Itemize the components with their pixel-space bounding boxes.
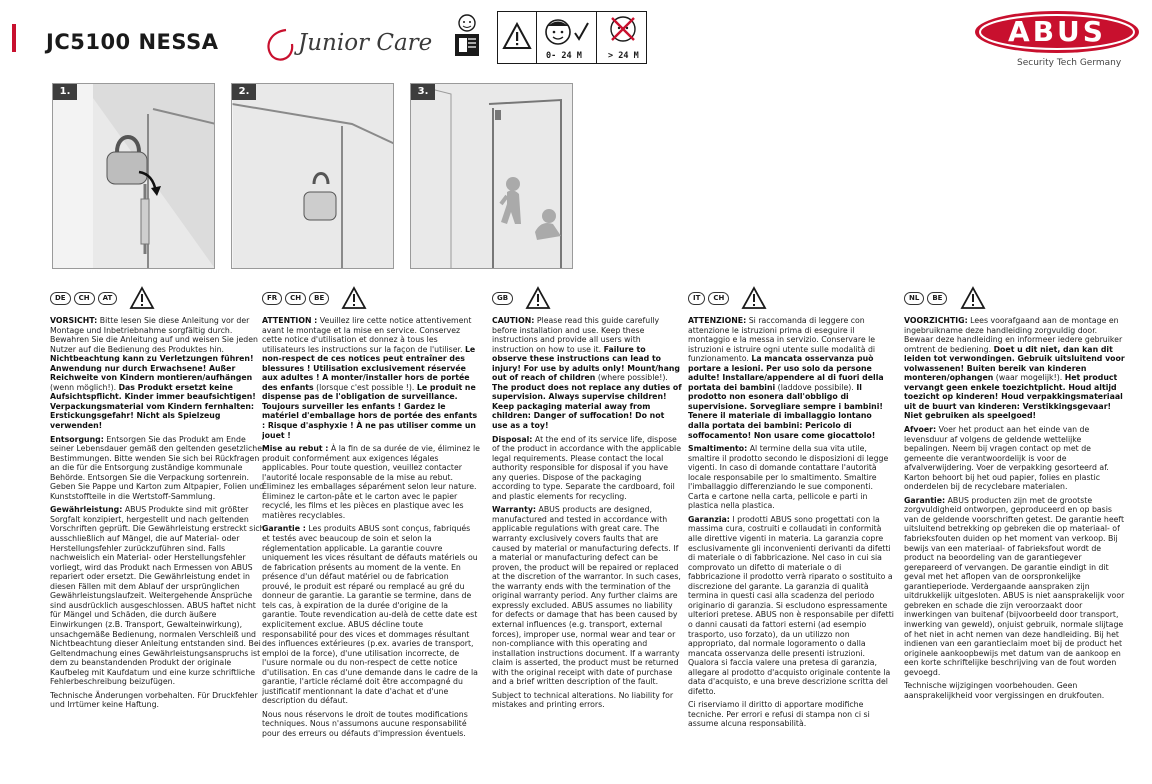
disposal-paragraph: Disposal: At the end of its service life, dispose of the product in accordance with the applicable legal requirements. Please contact the local authority responsible for disposal if you have any queries. Dispose of the packaging according to type. Separate the cardboard, foil and plastic elements for recycling. <box>492 434 682 501</box>
brand-name: Junior Care <box>298 30 433 56</box>
warning-triangle-icon <box>960 286 986 310</box>
country-badge: NL <box>904 292 924 305</box>
step-number-badge: 3. <box>411 84 435 100</box>
country-badge: BE <box>309 292 329 305</box>
step-number-badge: 1. <box>53 84 77 100</box>
illustration-step-3 <box>410 83 573 269</box>
lang-badges-nl <box>904 286 986 312</box>
country-badge: DE <box>50 292 71 305</box>
lang-badges-fr <box>262 286 367 312</box>
warning-triangle-icon <box>525 286 551 310</box>
accent-bar <box>12 24 16 52</box>
country-badge: GB <box>492 292 513 305</box>
country-badge: CH <box>74 292 95 305</box>
warning-triangle-icon <box>341 286 367 310</box>
child-prohibited-icon <box>608 14 638 46</box>
country-badge: CH <box>708 292 729 305</box>
abus-logo <box>973 9 1141 55</box>
footer-note: Subject to technical alterations. No liability for mistakes and printing errors. <box>492 690 674 710</box>
caution-paragraph: ATTENTION : Veuillez lire cette notice attentivement avant le montage et la mise en service. Conservez cette notice d'utilisation et donnez à tous les utilisateurs les instructions sur la façon de l'utiliser. Le non-respect de ces notices peut entraîner des blessures ! Utilisation exclusivement réservée aux adultes ! A monter/installer hors de portée des enfants (lorsque c'est possible !). Le produit ne dispense pas de l'obligation de surveillance. Toujours surveiller les enfants ! Gardez le matériel d'emballage hors de portée des enfants : Risque d'asphyxie ! À ne pas utiliser comme un jouet ! <box>262 316 478 440</box>
illustration-step-1 <box>52 83 215 269</box>
disposal-paragraph: Mise au rebut : À la fin de sa durée de vie, éliminez le produit conformément aux exigences légales applicables. Pour toute question, veuillez contacter l'autorité locale responsable de la mise au rebut. Éliminez les emballages séparément selon leur nature. Éliminez le carton-pâte et le carton avec le papier recyclé, les films et les pièces en plastique avec les matières recyclables. <box>262 444 480 520</box>
lang-badges-it <box>688 286 767 312</box>
child-allowed-icon <box>542 15 592 49</box>
footer-note: Technische wijzigingen voorbehouden. Geen aansprakelijkheid voor vergissingen en drukfouten. <box>904 681 1105 700</box>
disposal-paragraph: Entsorgung: Entsorgen Sie das Produkt am Ende seiner Lebensdauer gemäß den geltenden gesetzlichen Bestimmungen. Bitte wenden Sie sich bei Rückfragen an die für die Entsorgung zuständige kommunale Behörde. Entsorgen Sie die Verpackung sortenrein. Geben Sie Pappe und Karton zum Altpapier, Folien und Kunststoffteile in die Wertstoff-Sammlung. <box>50 434 267 501</box>
footer-note: Ci riserviamo il diritto di apportare modifiche tecniche. Per errori e refusi di stampa non ci si assume alcuna responsabilità. <box>688 700 870 729</box>
warranty-paragraph: Garantie : Les produits ABUS sont conçus, fabriqués et testés avec beaucoup de soin et selon la réglementation applicable. La garantie couvre uniquement les vices résultant de défauts matériels ou de fabrication présents au moment de la vente. En présence d'un défaut matériel ou de fabrication prouvé, le produit est réparé ou remplacé au gré du donneur de garantie. La garantie se termine, dans de tels cas, à expiration de la durée d'origine de la garantie. Toute revendication au-delà de cette date est explicitement exclue. ABUS décline toute responsabilité pour des vices et dommages résultant des influences extérieures (p.ex. avaries de transport, emploi de la force), d'une utilisation incorrecte, de l'usure normale ou du non-respect de cette notice d'utilisation. En cas d'une demande dans le cadre de la garantie, l'article réclamé doit être accompagné du justificatif mentionnant la date d'achat et d'une description du défaut. <box>262 524 478 706</box>
product-model-title: JC5100 NESSA <box>46 30 219 54</box>
country-badge: IT <box>688 292 705 305</box>
warranty-paragraph: Gewährleistung: ABUS Produkte sind mit größter Sorgfalt konzipiert, hergestellt und nach geltenden Vorschriften geprüft. Die Gewährleistung erstreckt sich ausschließlich auf Mängel, die auf Material- oder Herstellungsfehler zurückzuführen sind. Falls nachweislich ein Material- oder Herstellungsfehler vorliegt, wird das Produkt nach Ermessen von ABUS repariert oder ersetzt. Die Gewährleistung endet in diesen Fällen mit dem Ablauf der ursprünglichen Gewährleistungslaufzeit. Weitergehende Ansprüche sind ausdrücklich ausgeschlossen. ABUS haftet nicht für Mängel und Schäden, die durch äußere Einwirkungen (z.B. Transport, Gewalteinwirkung), unsachgemäße Bedienung, normalen Verschleiß und Nichtbeachtung dieser Anleitung entstanden sind. Bei Geltendmachung eines Gewährleistungsanspruchs ist dem zu beanstandenden Produkt der originale Kaufbeleg mit Kaufdatum und eine kurze schriftliche Fehlerbeschreibung beizufügen. <box>50 505 265 687</box>
disposal-paragraph: Afvoer: Voer het product aan het einde van de levensduur af volgens de geldende wettelijke bepalingen. Neem bij vragen contact op met de gemeente die verantwoordelijk is voor de afvalverwijdering. Voer de verpakking gesorteerd af. Karton behoort bij het oud papier, folies en plastic onderdelen bij de recyclebare materialen. <box>904 425 1109 492</box>
text-column-it <box>688 316 894 778</box>
age-warning-box <box>497 11 647 64</box>
illustration-step-2 <box>231 83 394 269</box>
warning-triangle-icon <box>502 22 532 50</box>
caution-paragraph: ATTENZIONE: Si raccomanda di leggere con attenzione le istruzioni prima di eseguire il montaggio e la messa in servizio. Conservare le istruzioni e istruire ogni utente sulle modalità di funzionamento. La mancata osservanza può portare a lesioni. Per uso solo da persone adulte! Installare/appendere al di fuori della portata dei bambini (laddove possibile). Il prodotto non esonera dall'obbligo di supervisione. Sorvegliare sempre i bambini! Tenere il materiale di imballaggio lontano dalla portata dei bambini: Pericolo di soffocamento! Non usare come giocattolo! <box>688 316 884 440</box>
caution-paragraph: VORSICHT: Bitte lesen Sie diese Anleitung vor der Montage und Inbetriebnahme sorgfältig durch. Bewahren Sie die Anleitung auf und weisen Sie jeden Nutzer auf die Bedienung des Produktes hin. Nichtbeachtung kann zu Verletzungen führen! Anwendung nur durch Erwachsene! Außer Reichweite von Kindern montieren/aufhängen (wenn möglich!). Das Produkt ersetzt keine Aufsichtspflicht. Kinder immer beaufsichtigen! Verpackungsmaterial vom Kindern fernhalten: Erstickungsgefahr! Nicht als Spielzeug verwenden! <box>50 316 258 431</box>
age-over-label: > 24 M <box>608 51 639 61</box>
footer-note: Technische Änderungen vorbehalten. Für Druckfehler und Irrtümer keine Haftung. <box>50 690 258 710</box>
caution-paragraph: VOORZICHTIG: Lees voorafgaand aan de montage en ingebruikname deze handleiding zorgvuldig door. Bewaar deze handleiding en informeer iedere gebruiker omtrent de bediening. Doet u dit niet, dan kan dit leiden tot verwondingen. Gebruik uitsluitend voor volwassenen! Buiten bereik van kinderen monteren/ophangen (waar mogelijk!). Het product vervangt geen enkele toezichtplicht. Houd altijd toezicht op kinderen! Houd verpakkingsmateriaal uit de buurt van kinderen: Verstikkingsgevaar! Niet gebruiken als speelgoed! <box>904 316 1125 421</box>
warranty-paragraph: Warranty: ABUS products are designed, manufactured and tested in accordance with applicable regulations with great care. The warranty exclusively covers faults that are caused by material or manufacturing defects. If a material or manufacturing defect can be proven, the product will be repaired or replaced at the discretion of the warrantor. In such cases, the warranty ends with the termination of the original warranty period. Any further claims are expressly excluded. ABUS assumes no liability for defects or damage that has been caused by external influences (e.g. transport, external forces), improper use, normal wear and tear or non-compliance with this operating and installation instructions document. If a warranty claim is asserted, the product must be returned with the original receipt with date of purchase and a brief written description of the fault. <box>492 505 681 687</box>
country-badge: FR <box>262 292 282 305</box>
country-badge: BE <box>927 292 947 305</box>
abus-logo-text: ABUS <box>1008 15 1106 48</box>
company-tagline: Security Tech Germany <box>1017 58 1122 68</box>
footer-note: Nous nous réservons le droit de toutes modifications techniques. Nous n'assumons aucune responsabilité pour des erreurs ou défauts d'impression éventuels. <box>262 709 468 738</box>
warranty-paragraph: Garantie: ABUS producten zijn met de grootste zorgvuldigheid ontworpen, geproduceerd en op basis van de geldende voorschriften getest. De garantie heeft uitsluitend betrekking op gebreken die op materiaal- of fabrieksfouten duiden op het moment van verkoop. Bij bewijs van een materiaal- of fabrieksfout wordt de product na beoordeling van de garantiegever gerepareerd of vervangen. De garantie eindigt in dit geval met het aflopen van de oorspronkelijke garantieperiode. Verdergaande aanspraken zijn uitdrukkelijk uitgesloten. ABUS is niet aansprakelijk voor gebreken en schade die zijn veroorzaakt door inwerkingen van buitenaf (bijvoorbeeld door transport, inwerking van geweld), onjuist gebruik, normale slijtage of het niet in acht nemen van deze handleiding. Bij het indienen van een garantieclaim moet bij de product het originele aankoopbewijs met datum van de aankoop en een korte schriftelijke beschrijving van de fout worden gevoegd. <box>904 495 1125 677</box>
text-column-de <box>50 316 268 778</box>
warning-triangle-icon <box>129 286 155 310</box>
caution-paragraph: CAUTION: Please read this guide carefully before installation and use. Keep these instructions and provide all users with instruction on how to use it. Failure to observe these instructions can lead to injury! For use by adults only! Mount/hang out of reach of children (where possible!). The product does not replace any duties of supervision. Always supervise children! Keep packaging material away from children: Danger of suffocation! Do not use as a toy! <box>492 316 682 431</box>
junior-care-logo <box>262 20 434 66</box>
lang-badges-gb <box>492 286 551 312</box>
text-column-nl <box>904 316 1126 778</box>
read-manual-icon <box>452 14 482 64</box>
country-badge: AT <box>98 292 118 305</box>
warranty-paragraph: Garanzia: I prodotti ABUS sono progettati con la massima cura, costruiti e collaudati in conformità alle direttive vigenti in materia. La garanzia copre esclusivamente gli inconvenienti derivanti da difetti di materiale o di fabbricazione. Nel caso in cui sia comprovato un difetto di materiale o di fabbricazione il prodotto verrà riparato o sostituito a discrezione del garante. La garanzia di qualità termina in questi casi alla scadenza del periodo originario di garanzia. Si escludono espressamente ulteriori pretese. ABUS non è responsabile per difetti o danni causati da fattori esterni (ad esempio trasporto, uso forzato), da un utilizzo non appropriato, dal normale logoramento o dalla mancata osservanza delle presenti istruzioni. Qualora si faccia valere una pretesa di garanzia, allegare al prodotto d'acquisto originale contente la data d'acquisto, e una breve descrizione scritta del difetto. <box>688 514 894 696</box>
disposal-paragraph: Smaltimento: Al termine della sua vita utile, smaltire il prodotto secondo le disposizioni di legge vigenti. In caso di domande contattare l'autorità locale responsabile per lo smaltimento. Smaltire l'imballaggio differenziando le sue componenti. Carta e cartone nella carta, pellicole e parti in plastica nella plastica. <box>688 444 889 511</box>
lang-badges-de <box>50 286 155 312</box>
warning-triangle-icon <box>741 286 767 310</box>
step-number-badge: 2. <box>232 84 256 100</box>
age-range-label: 0- 24 M <box>546 51 582 61</box>
text-column-fr <box>262 316 480 778</box>
text-column-gb <box>492 316 682 778</box>
country-badge: CH <box>285 292 306 305</box>
